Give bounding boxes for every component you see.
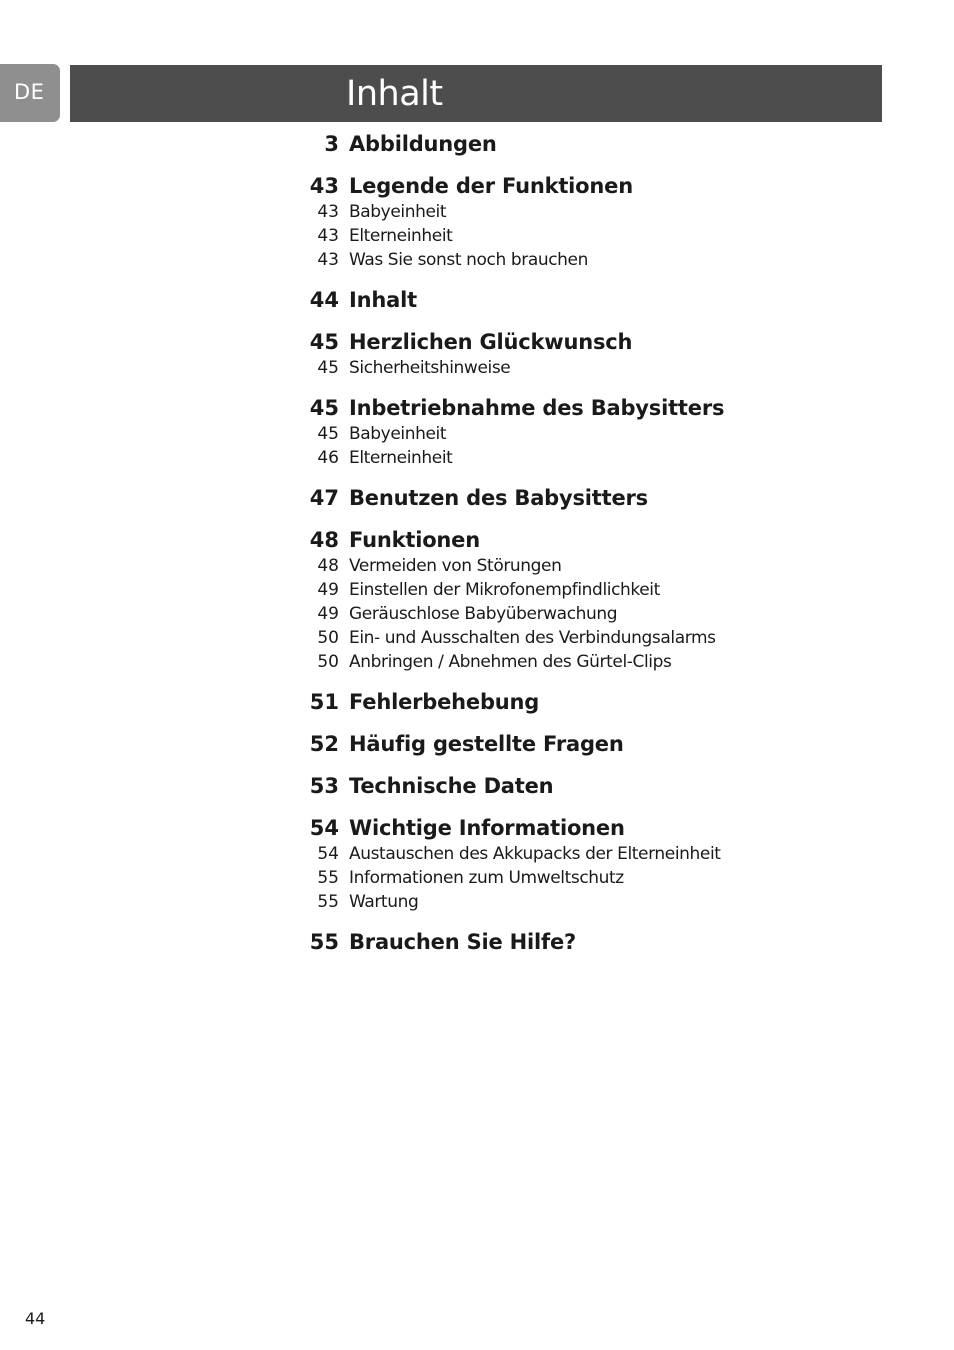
page-title: Inhalt	[346, 74, 443, 114]
page-number: 44	[25, 1309, 46, 1328]
toc-subentry[interactable]	[300, 842, 860, 866]
toc-subentry-page: 55	[317, 892, 339, 912]
toc-section	[300, 772, 860, 800]
toc-entry-page: 45	[309, 396, 339, 420]
toc-section	[300, 286, 860, 314]
toc-entry[interactable]	[300, 772, 860, 800]
toc-entry-title: Inbetriebnahme des Babysitters	[349, 396, 725, 420]
toc-section	[300, 730, 860, 758]
toc-entry-page: 43	[309, 174, 339, 198]
toc-subentry-title: Geräuschlose Babyüberwachung	[349, 604, 618, 624]
toc-subentry-page: 48	[317, 556, 339, 576]
toc-entry-page: 45	[309, 330, 339, 354]
toc-subentry-page: 49	[317, 580, 339, 600]
table-of-contents	[300, 130, 860, 970]
toc-section	[300, 484, 860, 512]
toc-subentry[interactable]	[300, 578, 860, 602]
toc-subentry[interactable]	[300, 422, 860, 446]
toc-subentry[interactable]	[300, 248, 860, 272]
toc-entry[interactable]	[300, 928, 860, 956]
toc-subentry-page: 43	[317, 250, 339, 270]
toc-subentry[interactable]	[300, 224, 860, 248]
toc-entry-page: 52	[309, 732, 339, 756]
toc-subentry-page: 45	[317, 358, 339, 378]
toc-entry-title: Abbildungen	[349, 132, 497, 156]
toc-subentry[interactable]	[300, 356, 860, 380]
toc-entry-title: Technische Daten	[349, 774, 554, 798]
toc-section	[300, 172, 860, 272]
toc-entry[interactable]	[300, 688, 860, 716]
toc-subentry-title: Anbringen / Abnehmen des Gürtel-Clips	[349, 652, 672, 672]
toc-entry-title: Häufig gestellte Fragen	[349, 732, 624, 756]
toc-entry[interactable]	[300, 814, 860, 842]
toc-entry[interactable]	[300, 286, 860, 314]
toc-subentry[interactable]	[300, 866, 860, 890]
toc-subentry[interactable]	[300, 554, 860, 578]
toc-entry-page: 53	[309, 774, 339, 798]
toc-subentry-page: 50	[317, 628, 339, 648]
toc-entry-title: Inhalt	[349, 288, 417, 312]
toc-section	[300, 130, 860, 158]
toc-subentry[interactable]	[300, 602, 860, 626]
toc-section	[300, 814, 860, 914]
toc-subentry[interactable]	[300, 890, 860, 914]
toc-subentry-page: 49	[317, 604, 339, 624]
toc-entry-page: 3	[324, 132, 339, 156]
toc-subentry-title: Ein- und Ausschalten des Verbindungsalarms	[349, 628, 716, 648]
toc-subentry-title: Austauschen des Akkupacks der Elterneinheit	[349, 844, 721, 864]
toc-entry-title: Funktionen	[349, 528, 480, 552]
toc-entry-title: Herzlichen Glückwunsch	[349, 330, 633, 354]
toc-subentry-title: Was Sie sonst noch brauchen	[349, 250, 588, 270]
toc-subentry[interactable]	[300, 200, 860, 224]
toc-entry-title: Brauchen Sie Hilfe?	[349, 930, 576, 954]
toc-entry-page: 47	[309, 486, 339, 510]
toc-section	[300, 328, 860, 380]
toc-entry[interactable]	[300, 130, 860, 158]
toc-subentry-title: Babyeinheit	[349, 424, 447, 444]
toc-subentry-page: 43	[317, 226, 339, 246]
toc-subentry-page: 46	[317, 448, 339, 468]
toc-section	[300, 688, 860, 716]
toc-subentry[interactable]	[300, 626, 860, 650]
toc-entry-title: Fehlerbehebung	[349, 690, 540, 714]
toc-subentry[interactable]	[300, 446, 860, 470]
toc-entry[interactable]	[300, 394, 860, 422]
toc-section	[300, 928, 860, 956]
toc-entry[interactable]	[300, 328, 860, 356]
title-bar	[70, 65, 882, 122]
toc-entry[interactable]	[300, 172, 860, 200]
toc-subentry-title: Elterneinheit	[349, 226, 453, 246]
toc-entry-page: 44	[309, 288, 339, 312]
language-tab: DE	[0, 64, 60, 122]
toc-subentry-title: Sicherheitshinweise	[349, 358, 511, 378]
toc-entry-page: 55	[309, 930, 339, 954]
toc-subentry-title: Wartung	[349, 892, 419, 912]
toc-subentry-title: Vermeiden von Störungen	[349, 556, 562, 576]
toc-entry-page: 51	[309, 690, 339, 714]
toc-subentry-page: 54	[317, 844, 339, 864]
toc-subentry-page: 45	[317, 424, 339, 444]
toc-entry-title: Wichtige Informationen	[349, 816, 625, 840]
toc-entry-title: Legende der Funktionen	[349, 174, 633, 198]
toc-subentry-title: Babyeinheit	[349, 202, 447, 222]
toc-entry[interactable]	[300, 730, 860, 758]
toc-entry-page: 54	[309, 816, 339, 840]
toc-subentry-title: Informationen zum Umweltschutz	[349, 868, 624, 888]
toc-section	[300, 394, 860, 470]
toc-subentry-title: Einstellen der Mikrofonempfindlichkeit	[349, 580, 660, 600]
toc-entry[interactable]	[300, 484, 860, 512]
toc-entry-page: 48	[309, 528, 339, 552]
toc-subentry-title: Elterneinheit	[349, 448, 453, 468]
toc-subentry[interactable]	[300, 650, 860, 674]
toc-subentry-page: 43	[317, 202, 339, 222]
toc-subentry-page: 50	[317, 652, 339, 672]
toc-section	[300, 526, 860, 674]
toc-entry[interactable]	[300, 526, 860, 554]
toc-subentry-page: 55	[317, 868, 339, 888]
toc-entry-title: Benutzen des Babysitters	[349, 486, 648, 510]
